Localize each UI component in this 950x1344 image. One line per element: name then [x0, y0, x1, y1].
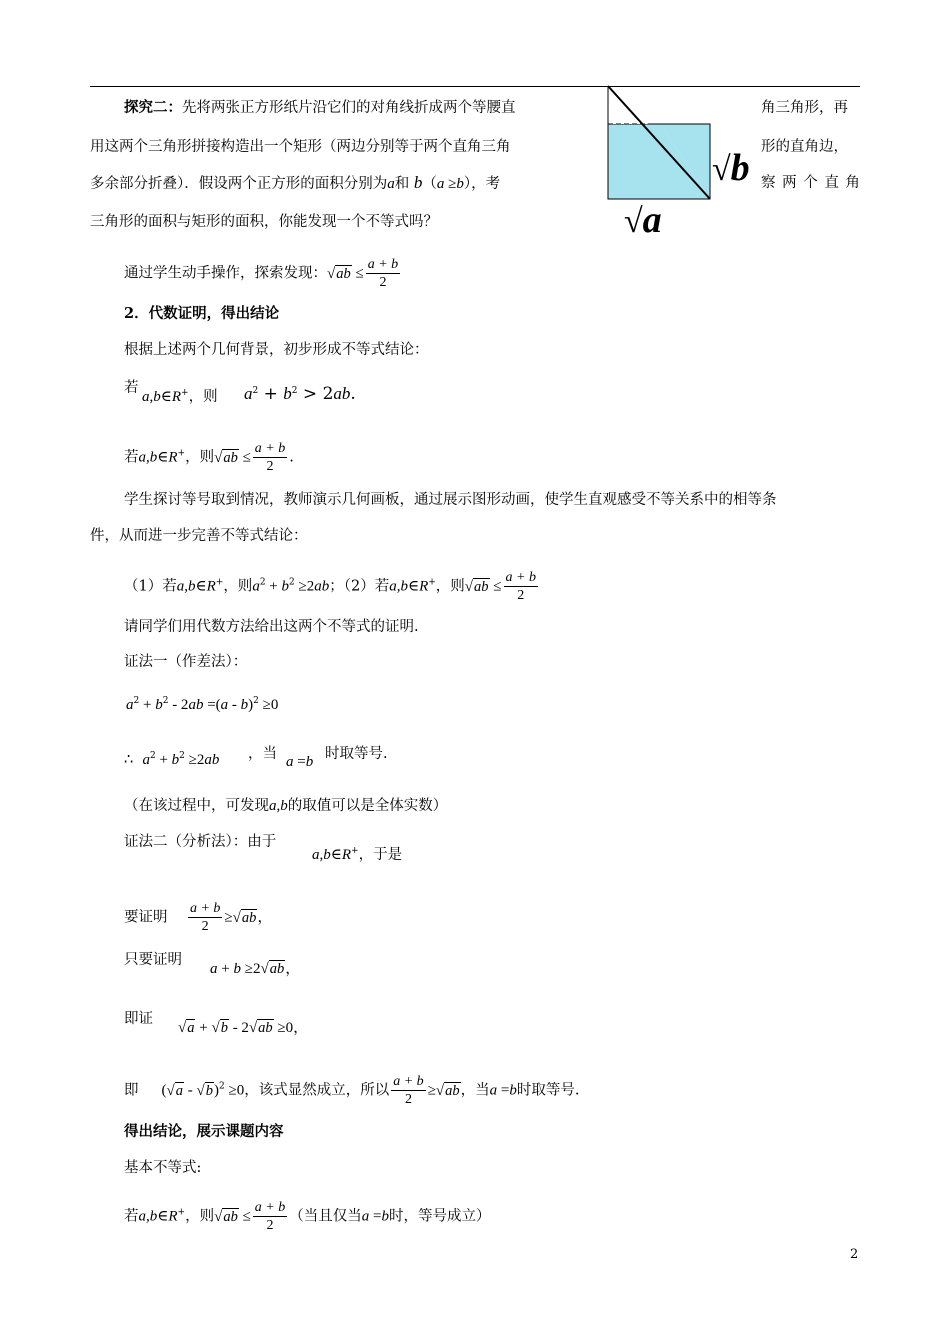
ji-zheng-label: 即证	[124, 1011, 153, 1027]
student-explore-line-1: 学生探讨等号取到情况，教师演示几何画板，通过展示图形动画，使学生直观感受不等关系中的相等条	[124, 492, 777, 508]
rectangle-triangle-figure	[600, 84, 750, 244]
therefore-line: ∴ $a^2 + b^2 \ge 2ab$	[124, 751, 220, 768]
explore-label: 探究二：	[124, 99, 182, 116]
inequality-line-1: 若	[124, 380, 139, 396]
inequality-line-1-math: a,b∈R+，则	[142, 388, 218, 405]
conclusion-heading: 得出结论，展示课题内容	[124, 1123, 284, 1140]
explore-line-4: 三角形的面积与矩形的面积，你能发现一个不等式吗？	[90, 214, 438, 230]
proof-2-title: 证法二（分析法）：由于	[124, 834, 277, 850]
basic-inequality-label: 基本不等式:	[124, 1160, 202, 1176]
only-need-label: 只要证明	[124, 952, 182, 968]
items-line: （1）若a,b∈R+，则$a^2 + b^2 \ge 2ab$；（2）若a,b∈R+，则√ab ≤ $\frac{a + b}{2}$	[124, 570, 536, 603]
ji-zheng-expr: √a + √b - 2√ab ≥0，	[178, 1020, 309, 1036]
proof-1-equation: $a^2 + b^2 - 2ab =(a - b)^2 \ge 0$	[126, 696, 279, 713]
explore-line-1: 探究二：先将两张正方形纸片沿它们的对角线折成两个等腰直	[124, 99, 516, 116]
therefore-line-take: 时取等号.	[325, 746, 388, 762]
discover-line: 通过学生动手操作，探索发现：√ab ≤ $\frac{a + b}{2}$	[124, 257, 399, 290]
section-heading-2: 2．代数证明，得出结论	[124, 305, 280, 322]
note-line: （在该过程中，可发现a,b的取值可以是全体实数）	[124, 798, 448, 814]
ji-line: 即 (√a - √b)$^2$ ≥0，该式显然成立，所以 $\frac{a + b}{2}$ ≥√ab，当a =b时取等号.	[124, 1074, 580, 1107]
page-number: 2	[850, 1247, 859, 1262]
explore-line-2-right: 形的直角边，	[761, 139, 848, 155]
proof-1-title: 证法一（作差法）：	[124, 654, 248, 670]
ask-line: 请同学们用代数方法给出这两个不等式的证明.	[124, 619, 419, 635]
student-explore-line-2: 件，从而进一步完善不等式结论：	[90, 528, 308, 544]
figure-label-a: √a	[624, 199, 662, 241]
explore-line-1-right: 角三角形，再	[761, 100, 848, 116]
explore-line-3-right: 察 两 个 直 角	[761, 175, 861, 191]
proof-2-cond: a,b∈R+，于是	[312, 846, 403, 863]
inequality-line-2: 若a,b∈R+，则√ab ≤ $\frac{a + b}{2}$ .	[124, 441, 294, 474]
need-prove-line: 要证明 $\frac{a + b}{2}$ ≥√ab，	[124, 901, 273, 934]
explore-line-3: 多余部分折叠）．假设两个正方形的面积分别为a和 b（a ≥b），考	[90, 173, 501, 192]
basic-inequality-line: 若a,b∈R+，则√ab ≤ $\frac{a + b}{2}$ （当且仅当a =b时，等号成立）	[124, 1200, 491, 1233]
therefore-line-eq: a =b	[286, 754, 314, 770]
inequality-1-expression: $a^2 + b^2 > 2ab$.	[244, 384, 356, 404]
paragraph-geometric-background: 根据上述两个几何背景，初步形成不等式结论：	[124, 342, 429, 358]
only-need-expr: a + b ≥2√ab，	[210, 961, 301, 977]
figure-label-b: √b	[712, 147, 750, 189]
explore-line-2: 用这两个三角形拼接构造出一个矩形（两边分别等于两个直角三角	[90, 139, 511, 155]
therefore-line-cond: ，当	[248, 746, 277, 762]
